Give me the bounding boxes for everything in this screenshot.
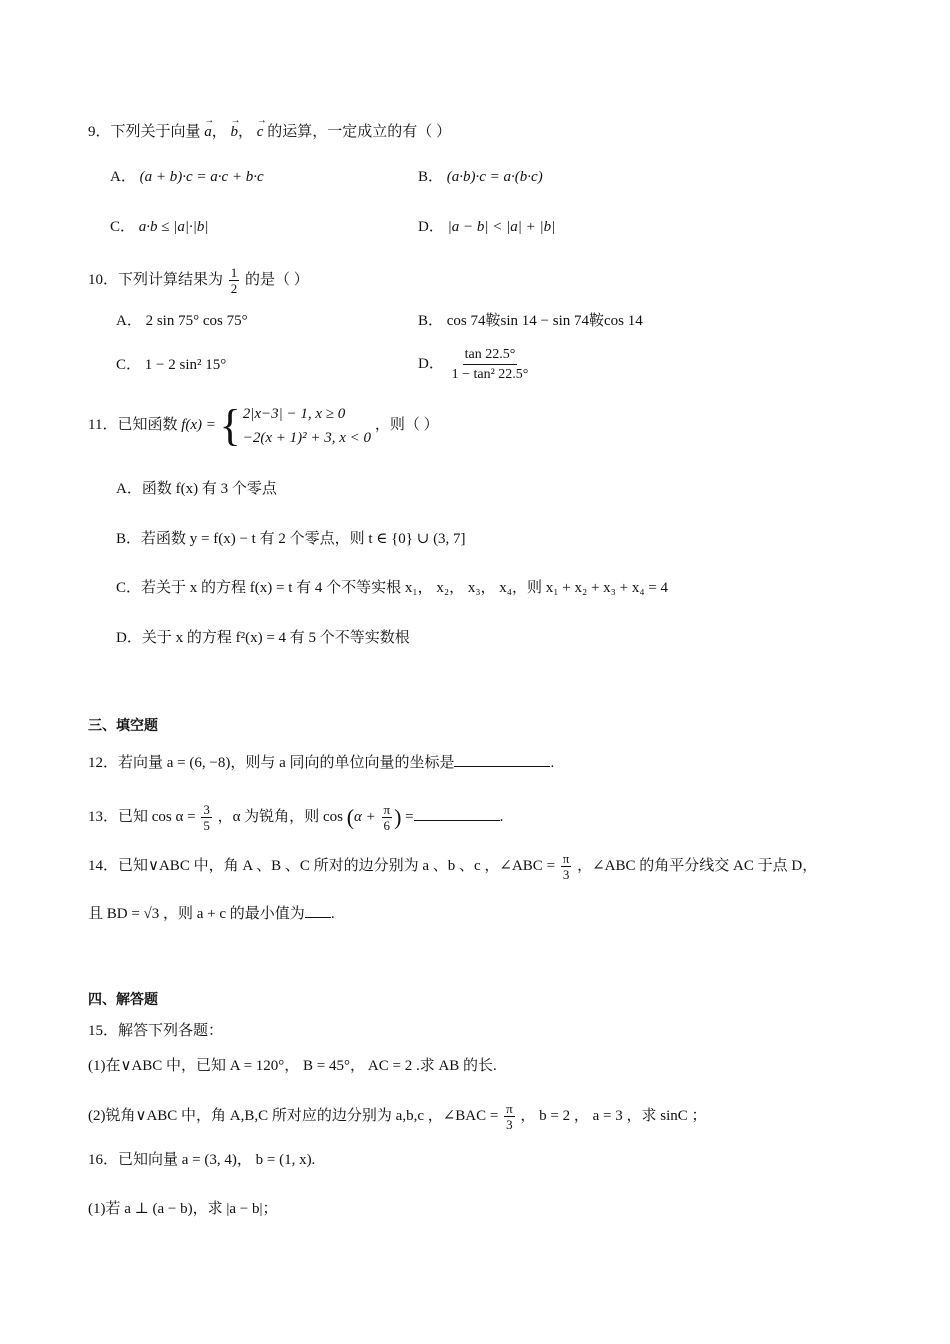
q10-option-d-fraction: $\frac{\tan 22.5^\circ}{\text{1 − tan² 22.5°}}$	[451, 347, 529, 382]
brace-symbol: {	[219, 400, 241, 450]
q16-part-1: (1)若 a ⊥ (a − b)，求 |a − b|；	[88, 1201, 278, 1217]
vector-c-symbol: → c	[257, 122, 264, 142]
q9-option-c[interactable]: C． a·b ≤ |a|·|b|	[110, 219, 209, 235]
answer-blank[interactable]	[414, 806, 500, 821]
pi-over-three-fraction: $\frac{\pi}{3}$	[562, 851, 570, 882]
q11-option-c[interactable]: C．若关于 x 的方程 f(x) = t 有 4 个不等实根 x₁， x₂， x₃， x₄，则 x₁ + x₂ + x₃ + x₄ = 4	[116, 580, 669, 596]
q10-option-b[interactable]: B． cos 74鞍sin 14 − sin 74鞍cos 14	[418, 313, 643, 329]
q11-option-a[interactable]: A．函数 f(x) 有 3 个零点	[116, 481, 277, 497]
q9-option-c-expr: a·b ≤ |a|·|b|	[138, 219, 209, 235]
vector-a-symbol: → a	[204, 122, 212, 142]
q9-stem: 9．下列关于向量 → a， → b， → c 的运算，一定成立的有（ ）	[88, 122, 451, 142]
q10-option-a[interactable]: A． 2 sin 75° cos 75°	[116, 313, 248, 329]
vector-b-symbol: → b	[231, 122, 239, 142]
q9-option-a[interactable]: A． (a + b)·c = a·c + b·c	[110, 169, 264, 185]
q10-option-d[interactable]: D． $\frac{\tan 22.5^\circ}{\text{1 − tan² 22.5°}}$	[418, 347, 529, 382]
section-heading-fill-in: 三、填空题	[88, 718, 158, 734]
one-half-fraction: $\frac{1}{2}$	[230, 265, 238, 296]
piecewise-function	[220, 402, 371, 450]
q9-option-b-expr: (a·b)·c = a·(b·c)	[446, 169, 543, 185]
q9-option-b[interactable]: B． (a·b)·c = a·(b·c)	[418, 169, 543, 185]
q11-option-b[interactable]: B．若函数 y = f(x) − t 有 2 个零点，则 t ∈ {0} ∪ (3, 7]	[116, 531, 466, 547]
q9-option-d-expr: |a − b| < |a| + |b|	[447, 219, 556, 235]
q10-option-c[interactable]: C． 1 − 2 sin² 15°	[116, 357, 227, 373]
q9-option-d[interactable]: D． |a − b| < |a| + |b|	[418, 219, 556, 235]
q14-line-1: 14．已知∨ABC 中，角 A 、B 、C 所对的边分别为 a 、b 、c ，∠ABC = $\frac{\pi}{3}$ ，∠ABC 的角平分线交 AC 于点 D，	[88, 851, 818, 882]
q15-part-2: (2)锐角∨ABC 中，角 A,B,C 所对应的边分别为 a,b,c ，∠BAC = $\frac{\pi}{3}$ ， b = 2 ， a = 3 ，求 sinC ；	[88, 1101, 707, 1132]
piecewise-row-1: 2|x−3| − 1, x ≥ 0	[242, 405, 346, 422]
q15-part-1: (1)在∨ABC 中，已知 A = 120°， B = 45°， AC = 2 .求 AB 的长.	[88, 1058, 497, 1074]
pi-over-three-fraction: $\frac{\pi}{3}$	[506, 1101, 513, 1132]
q10-option-b-expr: cos 74鞍sin 14 − sin 74鞍cos 14	[446, 313, 643, 329]
q12: 12．若向量 a = (6, −8)，则与 a 同向的单位向量的坐标是 .	[88, 752, 554, 773]
q9-option-a-expr: (a + b)·c = a·c + b·c	[139, 169, 264, 185]
section-heading-solve: 四、解答题	[88, 992, 158, 1008]
pi-over-six-fraction: $\frac{\pi}{6}$	[383, 802, 391, 833]
q10-option-c-expr: 1 − 2 sin² 15°	[144, 357, 227, 373]
piecewise-row-2: −2(x + 1)² + 3, x < 0	[242, 429, 372, 446]
q10-stem: 10．下列计算结果为 $\frac{1}{2}$ 的是（ ）	[88, 265, 309, 296]
q11-stem: 11．已知函数 f(x) = { 2|x−3| − 1, x ≥ 0 −2(x + 1)² + 3, x < 0 ，则（ ）	[88, 400, 439, 450]
q15-stem: 15．解答下列各题：	[88, 1023, 224, 1039]
answer-blank[interactable]	[305, 903, 331, 918]
q11-option-d[interactable]: D．关于 x 的方程 f²(x) = 4 有 5 个不等实数根	[116, 630, 410, 646]
q14-line-2: 且 BD = √3 ，则 a + c 的最小值为 .	[88, 903, 335, 924]
answer-blank[interactable]	[454, 752, 550, 767]
q16-stem: 16．已知向量 a = (3, 4)， b = (1, x).	[88, 1152, 316, 1168]
q10-option-a-expr: 2 sin 75° cos 75°	[145, 313, 248, 329]
three-fifths-fraction: $\frac{3}{5}$	[203, 802, 210, 833]
q13: 13．已知 cos α = $\frac{3}{5}$ ，α 为锐角，则 cos (α + $\frac{\pi}{6}$ ) = .	[88, 802, 504, 833]
